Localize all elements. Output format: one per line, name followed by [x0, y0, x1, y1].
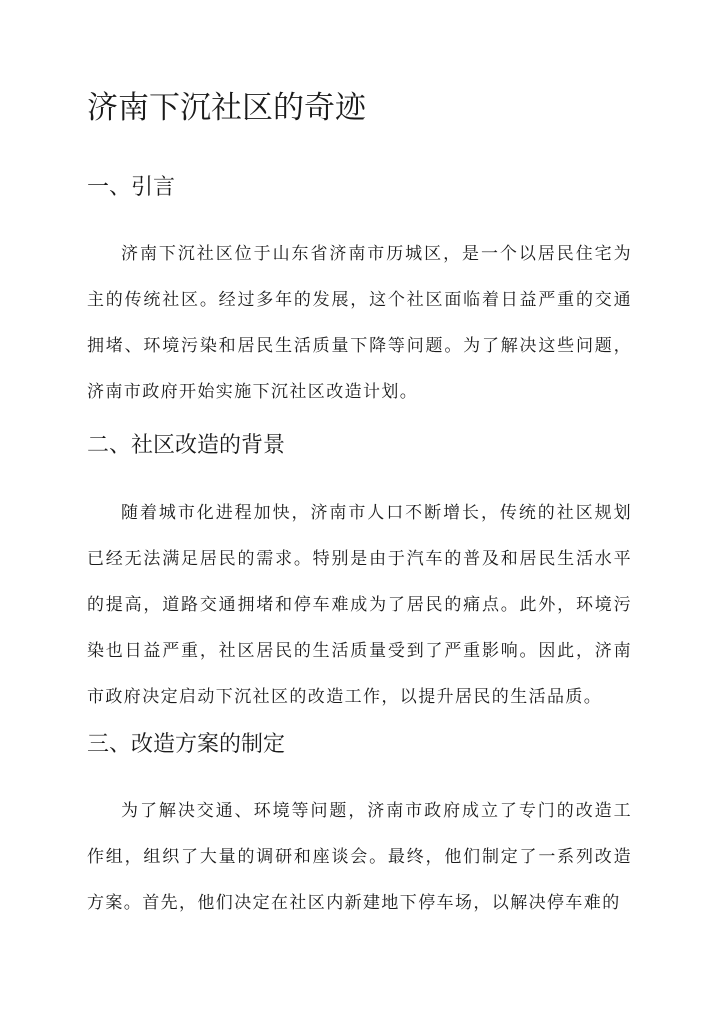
document-title: 济南下沉社区的奇迹 [87, 90, 366, 126]
section-paragraph-plan: 为了解决交通、环境等问题，济南市政府成立了专门的改造工作组，组织了大量的调研和座谈会。最终，他们制定了一系列改造方案。首先，他们决定在社区内新建地下停车场，以解决停车难的 [87, 801, 632, 913]
section-heading-background: 二、社区改造的背景 [87, 433, 286, 458]
section-heading-introduction: 一、引言 [87, 175, 176, 200]
section-heading-plan: 三、改造方案的制定 [87, 732, 286, 757]
section-paragraph-introduction: 济南下沉社区位于山东省济南市历城区，是一个以居民住宅为主的传统社区。经过多年的发展，这个社区面临着日益严重的交通拥堵、环境污染和居民生活质量下降等问题。为了解决这些问题，济南市政府开始实施下沉社区改造计划。 [87, 244, 632, 402]
section-paragraph-background: 随着城市化进程加快，济南市人口不断增长，传统的社区规划已经无法满足居民的需求。特别是由于汽车的普及和居民生活水平的提高，道路交通拥堵和停车难成为了居民的痛点。此外，环境污染也日益严重，社区居民的生活质量受到了严重影响。因此，济南市政府决定启动下沉社区的改造工作，以提升居民的生活品质。 [87, 503, 632, 707]
